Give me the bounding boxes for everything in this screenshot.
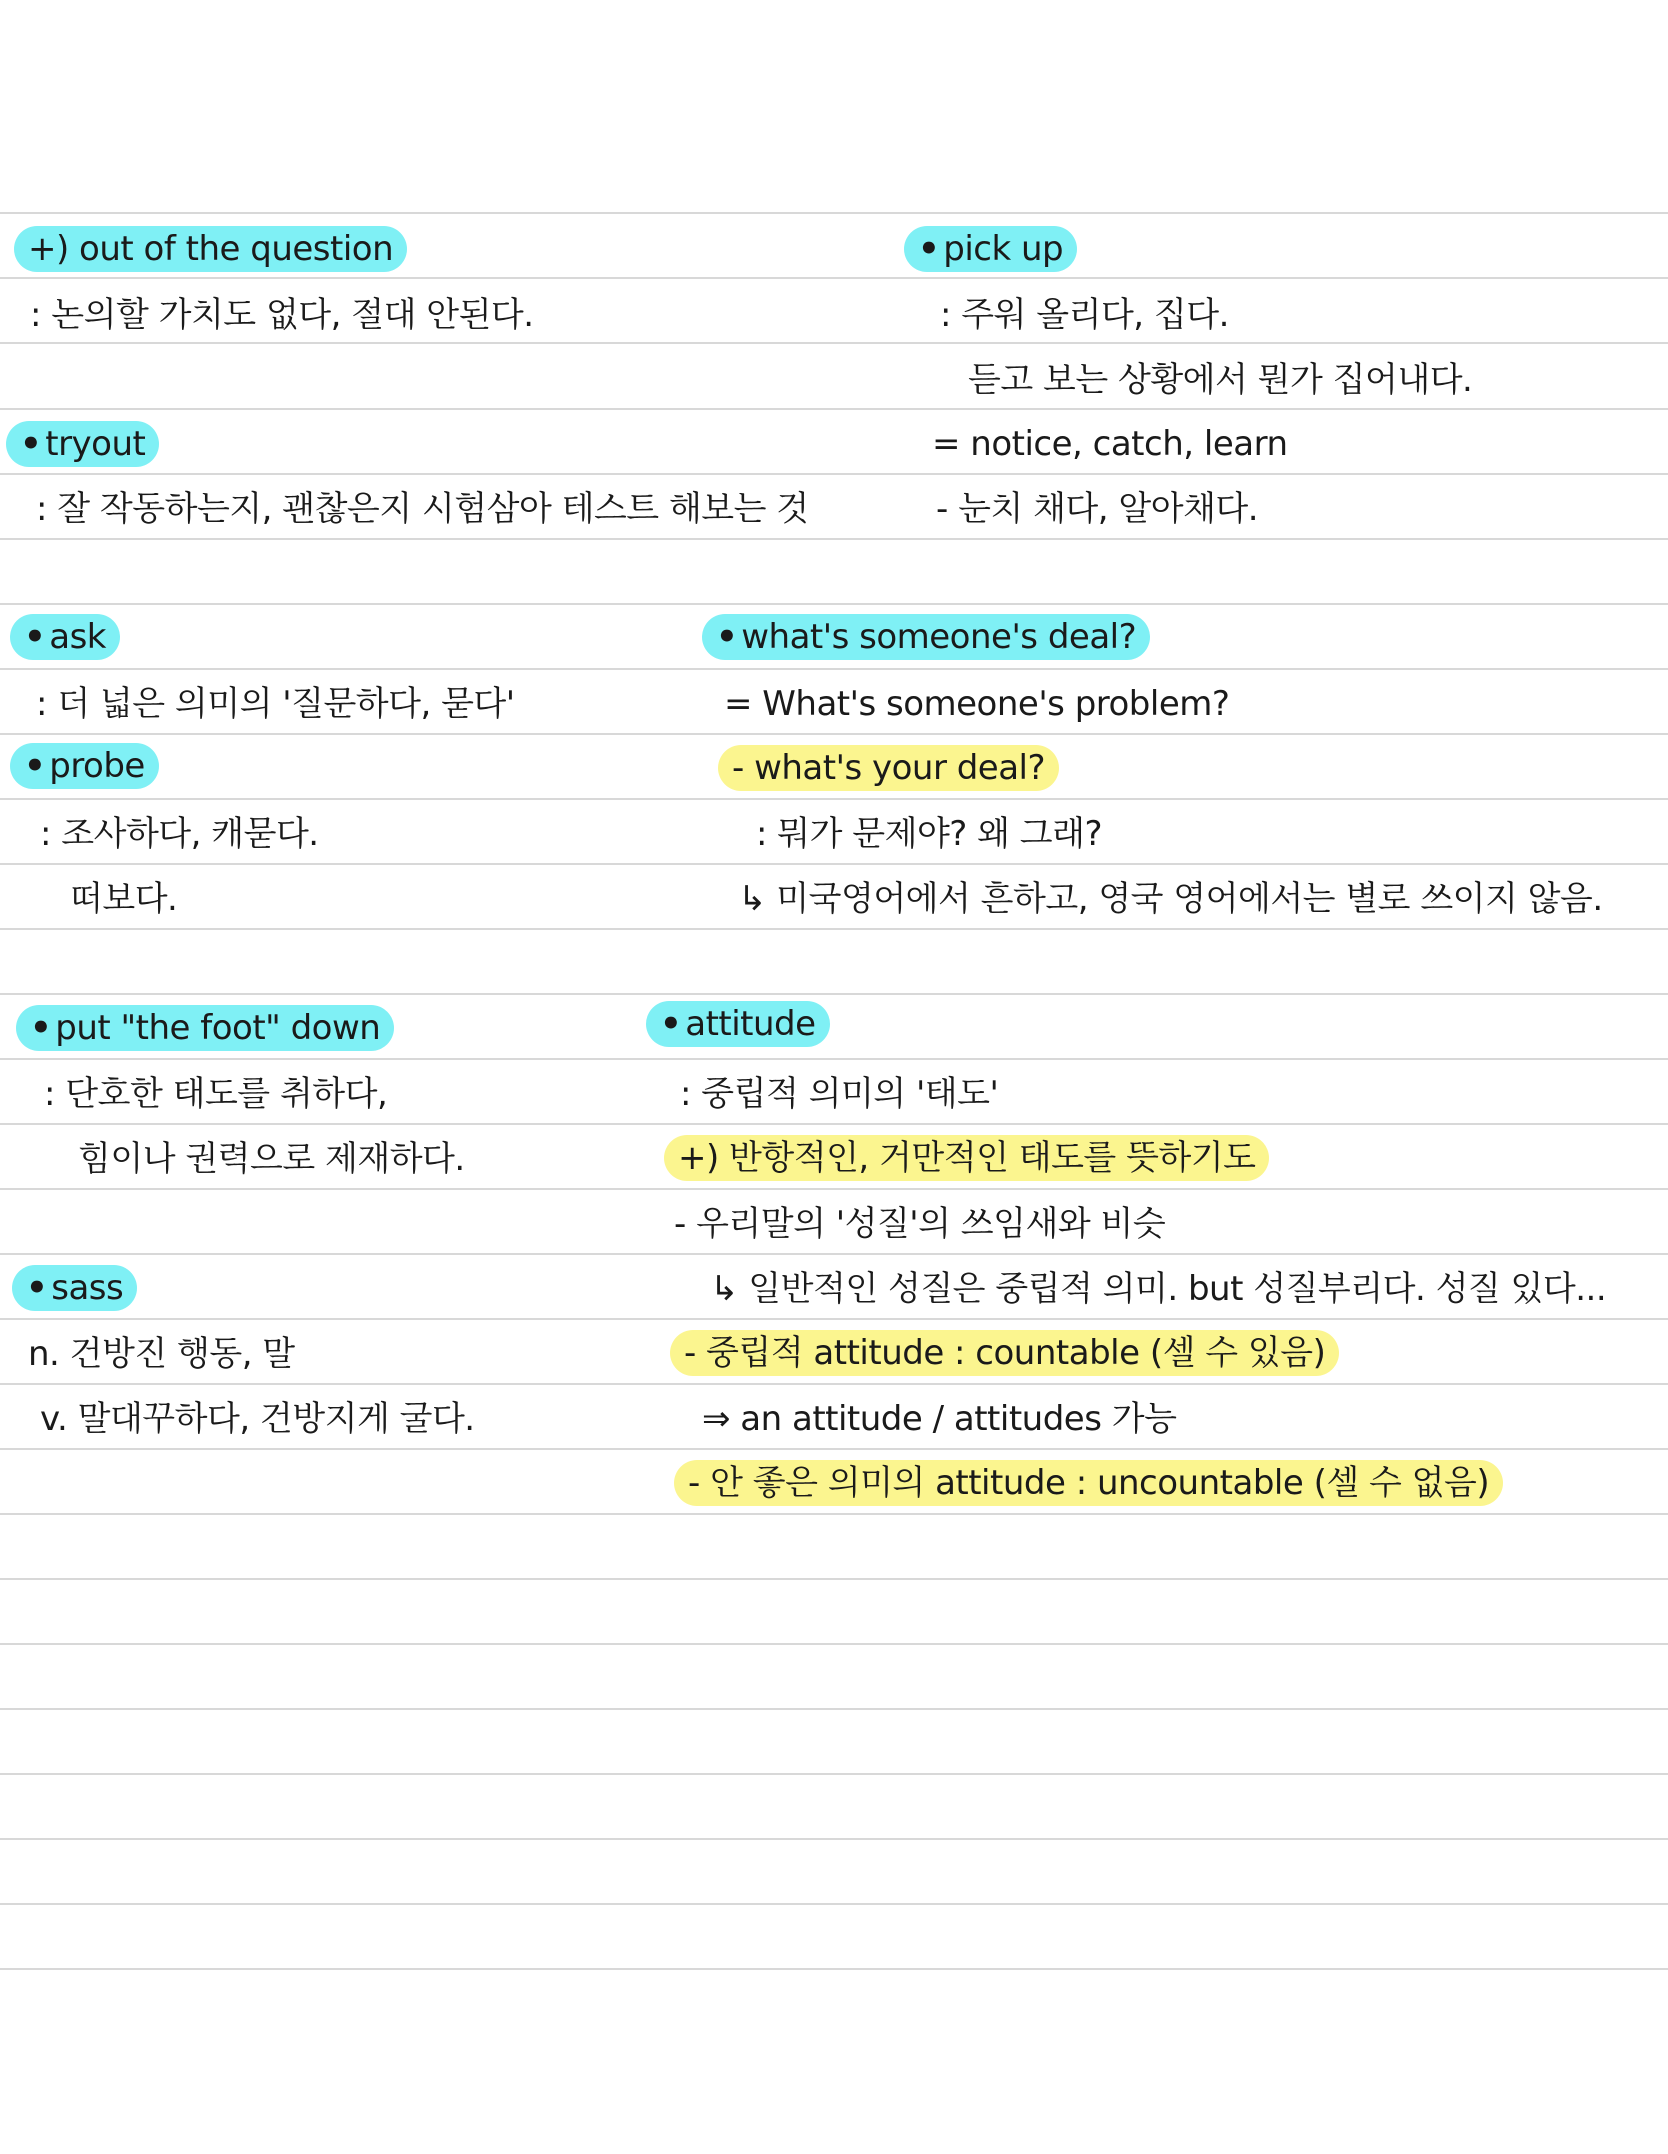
term-label: tryout [45, 424, 146, 464]
term-label-highlight [16, 1005, 394, 1051]
term-probe [10, 740, 159, 792]
example-text: - what's your deal? [718, 745, 1059, 791]
term-label-highlight [6, 421, 159, 467]
rule-line [0, 1318, 1668, 1320]
rule-line [0, 1253, 1668, 1255]
definition-text: : 더 넓은 의미의 '질문하다, 묻다' [36, 684, 515, 724]
term-label-highlight [702, 614, 1150, 660]
rule-line [0, 212, 1668, 214]
term-put-the-foot-down [16, 1002, 394, 1054]
rule-line [0, 538, 1668, 540]
rule-line [0, 1123, 1668, 1125]
definition [44, 1068, 387, 1120]
definition-text: : 조사하다, 캐묻다. [40, 814, 319, 854]
example-expression [718, 742, 1059, 794]
rule-line [0, 1058, 1668, 1060]
usage-note [738, 873, 1603, 925]
bullet: • [26, 1268, 48, 1308]
definition [36, 483, 809, 535]
rule-line [0, 1708, 1668, 1710]
negative-meaning [664, 1132, 1269, 1184]
term-label-highlight [12, 1265, 137, 1311]
definition [40, 808, 319, 860]
definition-text: 듣고 보는 상황에서 뭔가 집어내다. [968, 360, 1473, 400]
rule-line [0, 473, 1668, 475]
definition-text: : 잘 작동하는지, 괜찮은지 시험삼아 테스트 해보는 것 [36, 489, 809, 529]
rule-line [0, 1188, 1668, 1190]
bullet: • [24, 746, 46, 786]
usage-note-text: ↳ 미국영어에서 흔하고, 영국 영어에서는 별로 쓰이지 않음. [738, 879, 1603, 919]
definition-text: : 논의할 가치도 없다, 절대 안된다. [30, 295, 534, 335]
term-sass [12, 1262, 137, 1314]
rule-line [0, 928, 1668, 930]
term-label-highlight [10, 743, 159, 789]
definition [940, 289, 1229, 341]
rule-line [0, 798, 1668, 800]
term-whats-someones-deal [702, 611, 1150, 663]
term-label: ask [49, 617, 106, 657]
term-label: put "the foot" down [55, 1008, 381, 1048]
term-tryout [6, 418, 159, 470]
definition-continued [968, 354, 1472, 406]
equivalent-expression [724, 678, 1229, 730]
negative-meaning-text: +) 반항적인, 거만적인 태도를 뜻하기도 [664, 1135, 1269, 1181]
countable-example-text: ⇒ an attitude / attitudes 가능 [702, 1399, 1177, 1439]
rule-line [0, 603, 1668, 605]
countable-text: - 중립적 attitude : countable (셀 수 있음) [670, 1330, 1339, 1376]
definition-text: v. 말대꾸하다, 건방지게 굴다. [40, 1399, 475, 1439]
definition-text: 힘이나 권력으로 제재하다. [78, 1139, 465, 1179]
term-label-highlight [904, 226, 1077, 272]
example-meaning [756, 808, 1102, 860]
rule-line [0, 1838, 1668, 1840]
meaning [936, 483, 1258, 535]
rule-line [0, 1903, 1668, 1905]
equivalent-text: = What's someone's problem? [724, 684, 1230, 724]
bullet: • [20, 424, 42, 464]
rule-line [0, 733, 1668, 735]
rule-line [0, 668, 1668, 670]
term-label: what's someone's deal? [741, 617, 1137, 657]
comparison-text: - 우리말의 '성질'의 쓰임새와 비슷 [674, 1204, 1166, 1244]
countable-example [702, 1393, 1176, 1445]
verb-definition [40, 1393, 475, 1445]
bullet: • [24, 617, 46, 657]
definition-text: : 주워 올리다, 집다. [940, 295, 1229, 335]
rule-line [0, 1513, 1668, 1515]
rule-line [0, 1773, 1668, 1775]
term-label-highlight [646, 1001, 830, 1047]
comparison-note [710, 1263, 1606, 1315]
rule-line [0, 1643, 1668, 1645]
synonyms [932, 418, 1288, 470]
term-out-of-the-question [14, 223, 407, 275]
term-label: pick up [943, 229, 1064, 269]
term-pick-up [904, 223, 1077, 275]
term-label: attitude [685, 1004, 816, 1044]
bullet: • [30, 1008, 52, 1048]
definition-text: : 중립적 의미의 '태도' [680, 1074, 999, 1114]
definition-text: : 단호한 태도를 취하다, [44, 1074, 388, 1114]
rule-line [0, 277, 1668, 279]
rule-line [0, 1968, 1668, 1970]
meaning-text: - 눈치 채다, 알아채다. [936, 489, 1259, 529]
term-attitude [646, 998, 830, 1050]
rule-line [0, 863, 1668, 865]
uncountable-usage [674, 1457, 1503, 1509]
rule-line [0, 408, 1668, 410]
definition-text: 떠보다. [70, 879, 178, 919]
countable-usage [670, 1327, 1339, 1379]
definition [30, 289, 534, 341]
rule-line [0, 993, 1668, 995]
definition-continued [70, 873, 177, 925]
term-label: sass [51, 1268, 124, 1308]
bullet: • [918, 229, 940, 269]
comparison-note-text: ↳ 일반적인 성질은 중립적 의미. but 성질부리다. 성질 있다... [710, 1269, 1607, 1309]
example-meaning-text: : 뭐가 문제야? 왜 그래? [756, 814, 1103, 854]
bullet: • [716, 617, 738, 657]
synonyms-text: = notice, catch, learn [932, 424, 1288, 464]
rule-line [0, 1448, 1668, 1450]
uncountable-text: - 안 좋은 의미의 attitude : uncountable (셀 수 없음) [674, 1460, 1503, 1506]
rule-line [0, 1578, 1668, 1580]
definition [680, 1068, 998, 1120]
noun-definition [28, 1328, 295, 1380]
comparison [674, 1198, 1165, 1250]
bullet: • [660, 1004, 682, 1044]
definition-continued [78, 1133, 465, 1185]
term-ask [10, 611, 120, 663]
term-label: probe [49, 746, 145, 786]
rule-line [0, 1383, 1668, 1385]
term-label: +) out of the question [14, 226, 407, 272]
rule-line [0, 342, 1668, 344]
definition-text: n. 건방진 행동, 말 [28, 1334, 295, 1374]
term-label-highlight [10, 614, 120, 660]
definition [36, 678, 515, 730]
